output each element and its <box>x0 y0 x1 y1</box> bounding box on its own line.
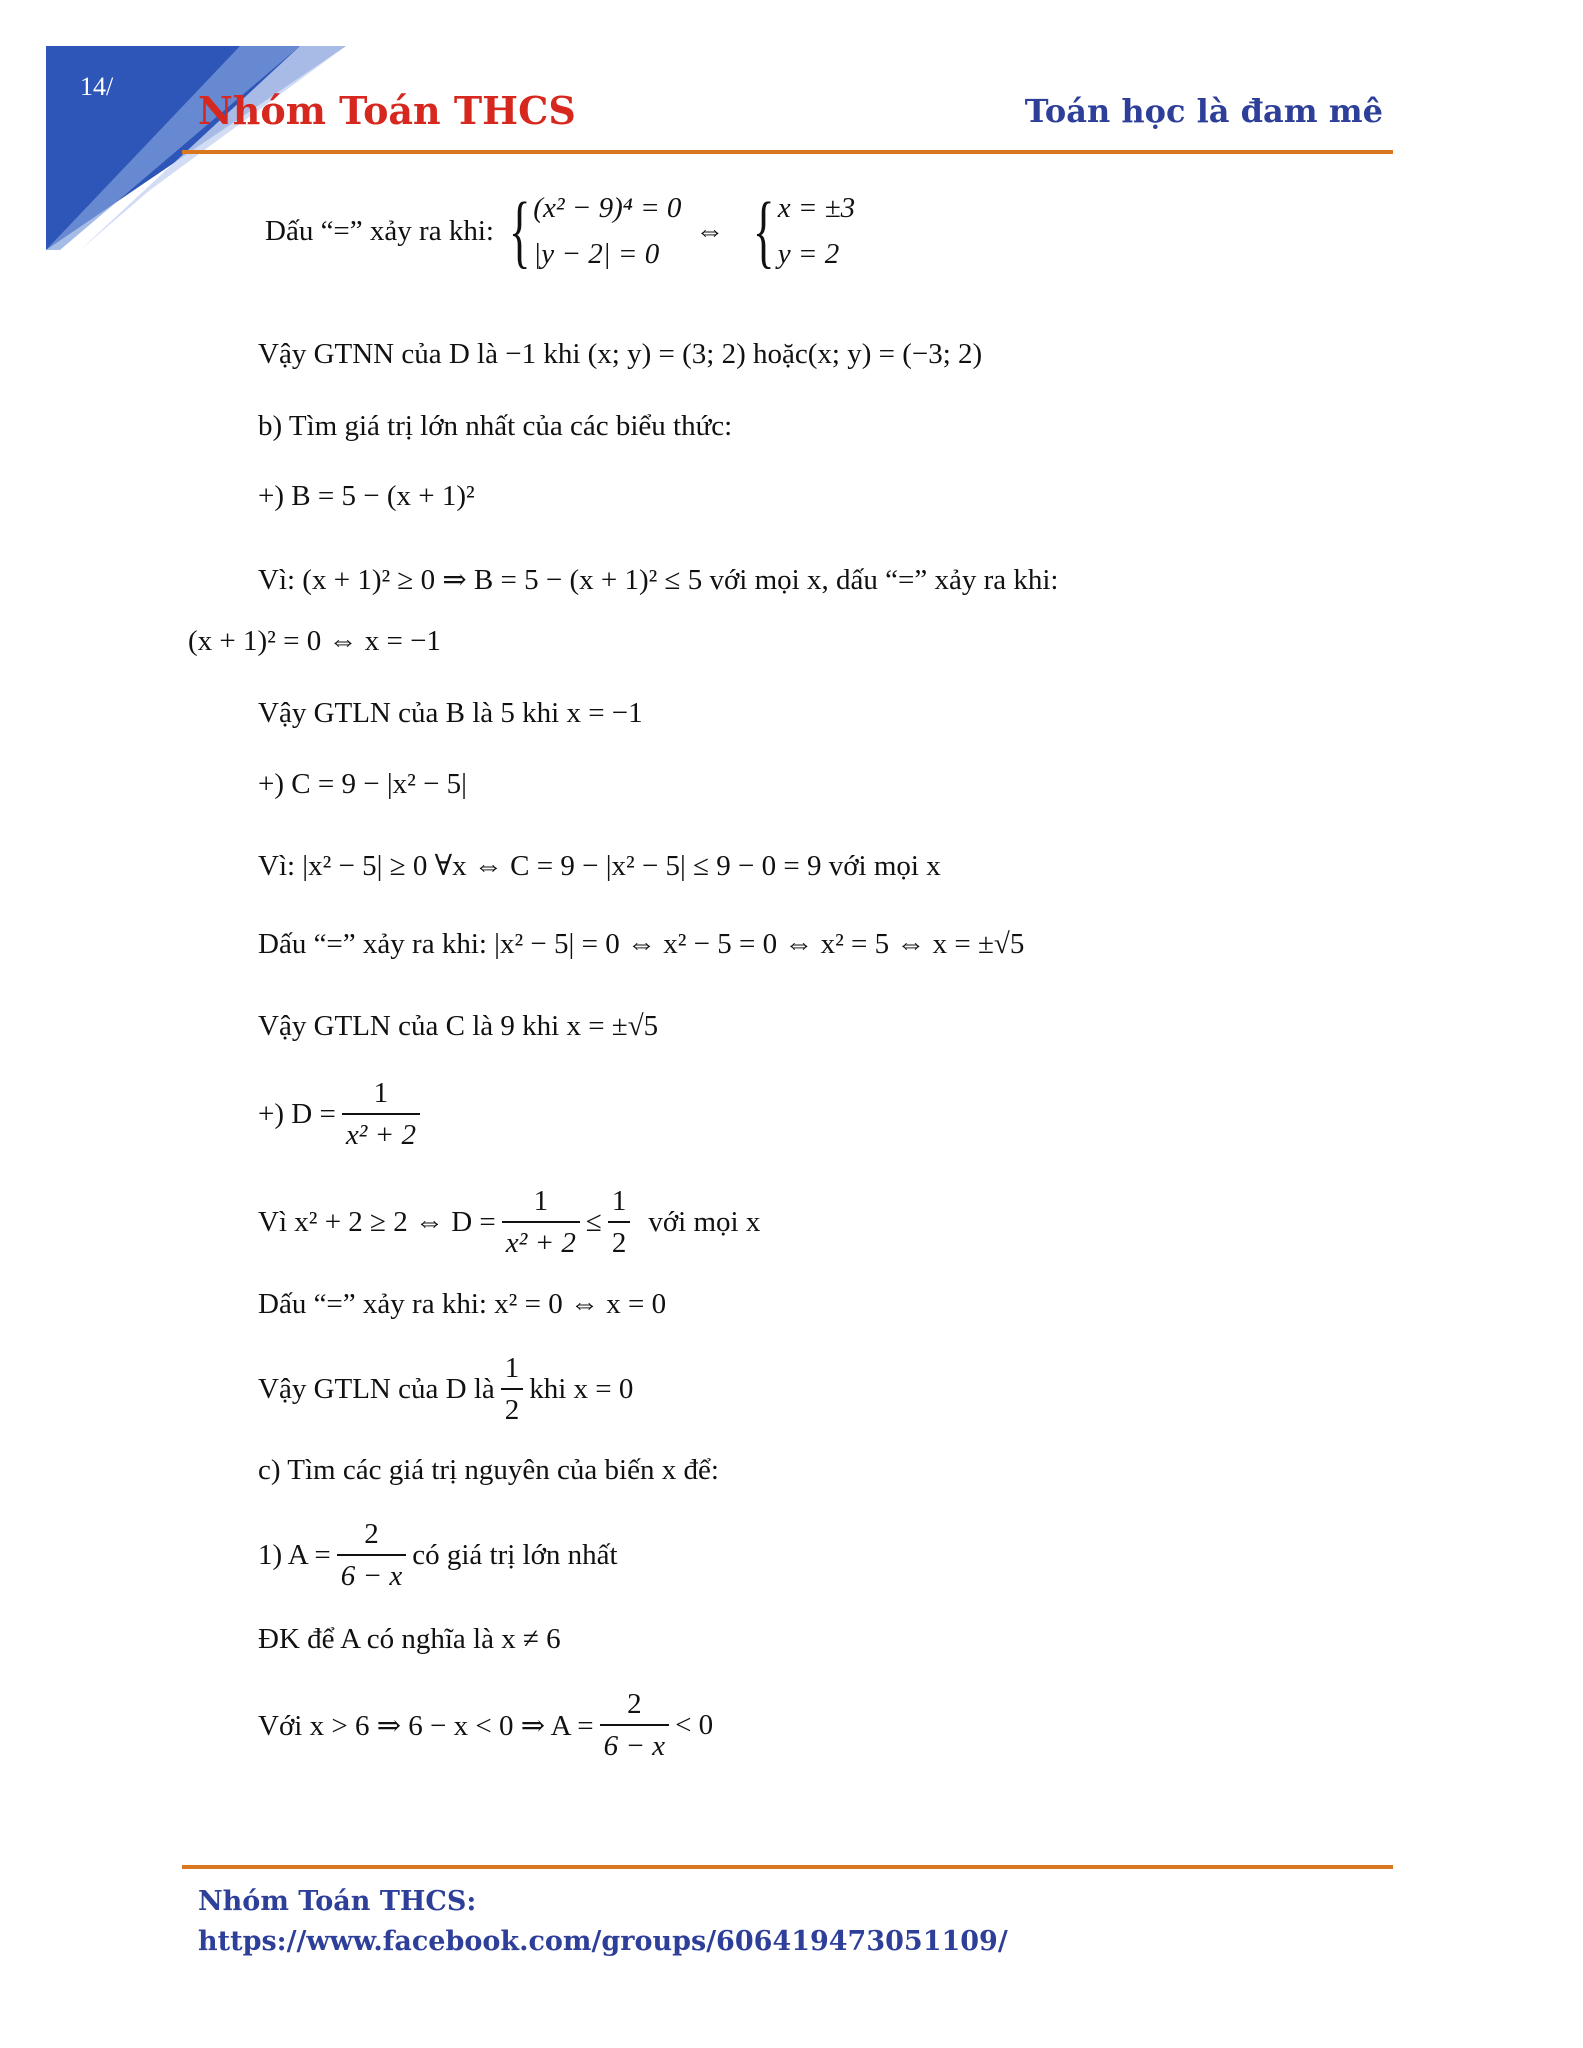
left-brace-icon: { <box>753 185 775 276</box>
problem-1-prefix: 1) A = <box>258 1538 331 1571</box>
fraction-numerator: 1 <box>373 1077 389 1109</box>
expr-c: +) C = 9 − |x² − 5| <box>258 768 467 800</box>
domain-condition: ĐK để A có nghĩa là x ≠ 6 <box>258 1623 561 1655</box>
equality-b: (x + 1)² = 0 ⇔ x = −1 <box>188 625 441 657</box>
equality-condition-system <box>265 185 855 277</box>
fraction-denominator: 6 − x <box>337 1554 406 1594</box>
conclusion-d-prefix: Vậy GTLN của D là <box>258 1372 495 1405</box>
section-c-heading: c) Tìm các giá trị nguyên của biến x để: <box>258 1454 719 1486</box>
fraction-denominator: 2 <box>501 1388 524 1428</box>
fraction <box>337 1516 406 1595</box>
conclusion-max-b: Vậy GTLN của B là 5 khi x = −1 <box>258 697 643 729</box>
fraction-numerator: 1 <box>533 1185 549 1217</box>
section-b-heading: b) Tìm giá trị lớn nhất của các biểu thức: <box>258 410 733 442</box>
fraction-numerator: 2 <box>364 1518 379 1550</box>
header-brand: Nhóm Toán THCS <box>198 88 576 133</box>
fraction-denominator: 2 <box>608 1221 631 1261</box>
fraction <box>342 1075 420 1154</box>
conclusion-d-suffix: khi x = 0 <box>529 1372 634 1405</box>
equality-d: Dấu “=” xảy ra khi: x² = 0 ⇔ x = 0 <box>258 1288 667 1320</box>
system-right <box>744 185 855 277</box>
header-divider <box>182 150 1393 154</box>
fraction <box>501 1350 524 1429</box>
fraction-denominator: x² + 2 <box>342 1113 420 1153</box>
fraction <box>502 1183 580 1262</box>
problem-1-suffix: có giá trị lớn nhất <box>412 1538 618 1571</box>
reason-d <box>258 1183 760 1262</box>
conclusion-max-d <box>258 1350 633 1429</box>
expr-d <box>258 1075 426 1154</box>
fraction-numerator: 2 <box>627 1688 642 1720</box>
case-prefix: Với x > 6 ⇒ 6 − x < 0 ⇒ A = <box>258 1709 594 1742</box>
fraction-denominator: x² + 2 <box>502 1221 580 1261</box>
equality-c: Dấu “=” xảy ra khi: |x² − 5| = 0 ⇔ x² − 5 = 0 ⇔ x² = 5 ⇔ x = ±√5 <box>258 928 1025 960</box>
condition-label: Dấu “=” xảy ra khi: <box>265 214 494 247</box>
expr-d-prefix: +) D = <box>258 1097 336 1130</box>
system-left-row-1: (x² − 9)⁴ = 0 <box>533 192 682 224</box>
system-right-row-1: x = ±3 <box>777 192 856 224</box>
footer-group-name: Nhóm Toán THCS: <box>198 1886 477 1917</box>
system-left-row-2: |y − 2| = 0 <box>533 238 660 270</box>
reason-c: Vì: |x² − 5| ≥ 0 ∀x ⇔ C = 9 − |x² − 5| ≤ 9 − 0 = 9 với mọi x <box>258 850 941 882</box>
fraction-numerator: 1 <box>611 1185 627 1217</box>
footer-divider <box>182 1865 1393 1869</box>
equivalence-symbol: ⇔ <box>695 214 725 247</box>
case-suffix: < 0 <box>675 1708 714 1741</box>
less-equal-symbol: ≤ <box>585 1205 602 1238</box>
conclusion-min-d: Vậy GTNN của D là −1 khi (x; y) = (3; 2) hoặc(x; y) = (−3; 2) <box>258 338 983 370</box>
system-left <box>500 185 681 277</box>
expr-b: +) B = 5 − (x + 1)² <box>258 480 475 512</box>
reason-d-suffix: với mọi x <box>648 1205 761 1238</box>
reason-b: Vì: (x + 1)² ≥ 0 ⇒ B = 5 − (x + 1)² ≤ 5 với mọi x, dấu “=” xảy ra khi: <box>258 564 1059 596</box>
conclusion-max-c: Vậy GTLN của C là 9 khi x = ±√5 <box>258 1010 659 1042</box>
problem-1 <box>258 1516 618 1595</box>
fraction-denominator: 6 − x <box>600 1724 669 1764</box>
fraction <box>608 1183 631 1262</box>
fraction-numerator: 1 <box>504 1352 520 1384</box>
system-right-row-2: y = 2 <box>777 238 840 270</box>
footer-group-link[interactable]: https://www.facebook.com/groups/606419473051109/ <box>198 1926 1008 1957</box>
footer <box>198 1882 1008 1962</box>
header-motto: Toán học là đam mê <box>1024 92 1383 130</box>
reason-d-prefix: Vì x² + 2 ≥ 2 ⇔ D = <box>258 1205 496 1238</box>
left-brace-icon: { <box>508 185 531 276</box>
case-x-greater-6 <box>258 1686 713 1765</box>
fraction <box>600 1686 669 1765</box>
page-number: 14/ <box>80 72 114 101</box>
